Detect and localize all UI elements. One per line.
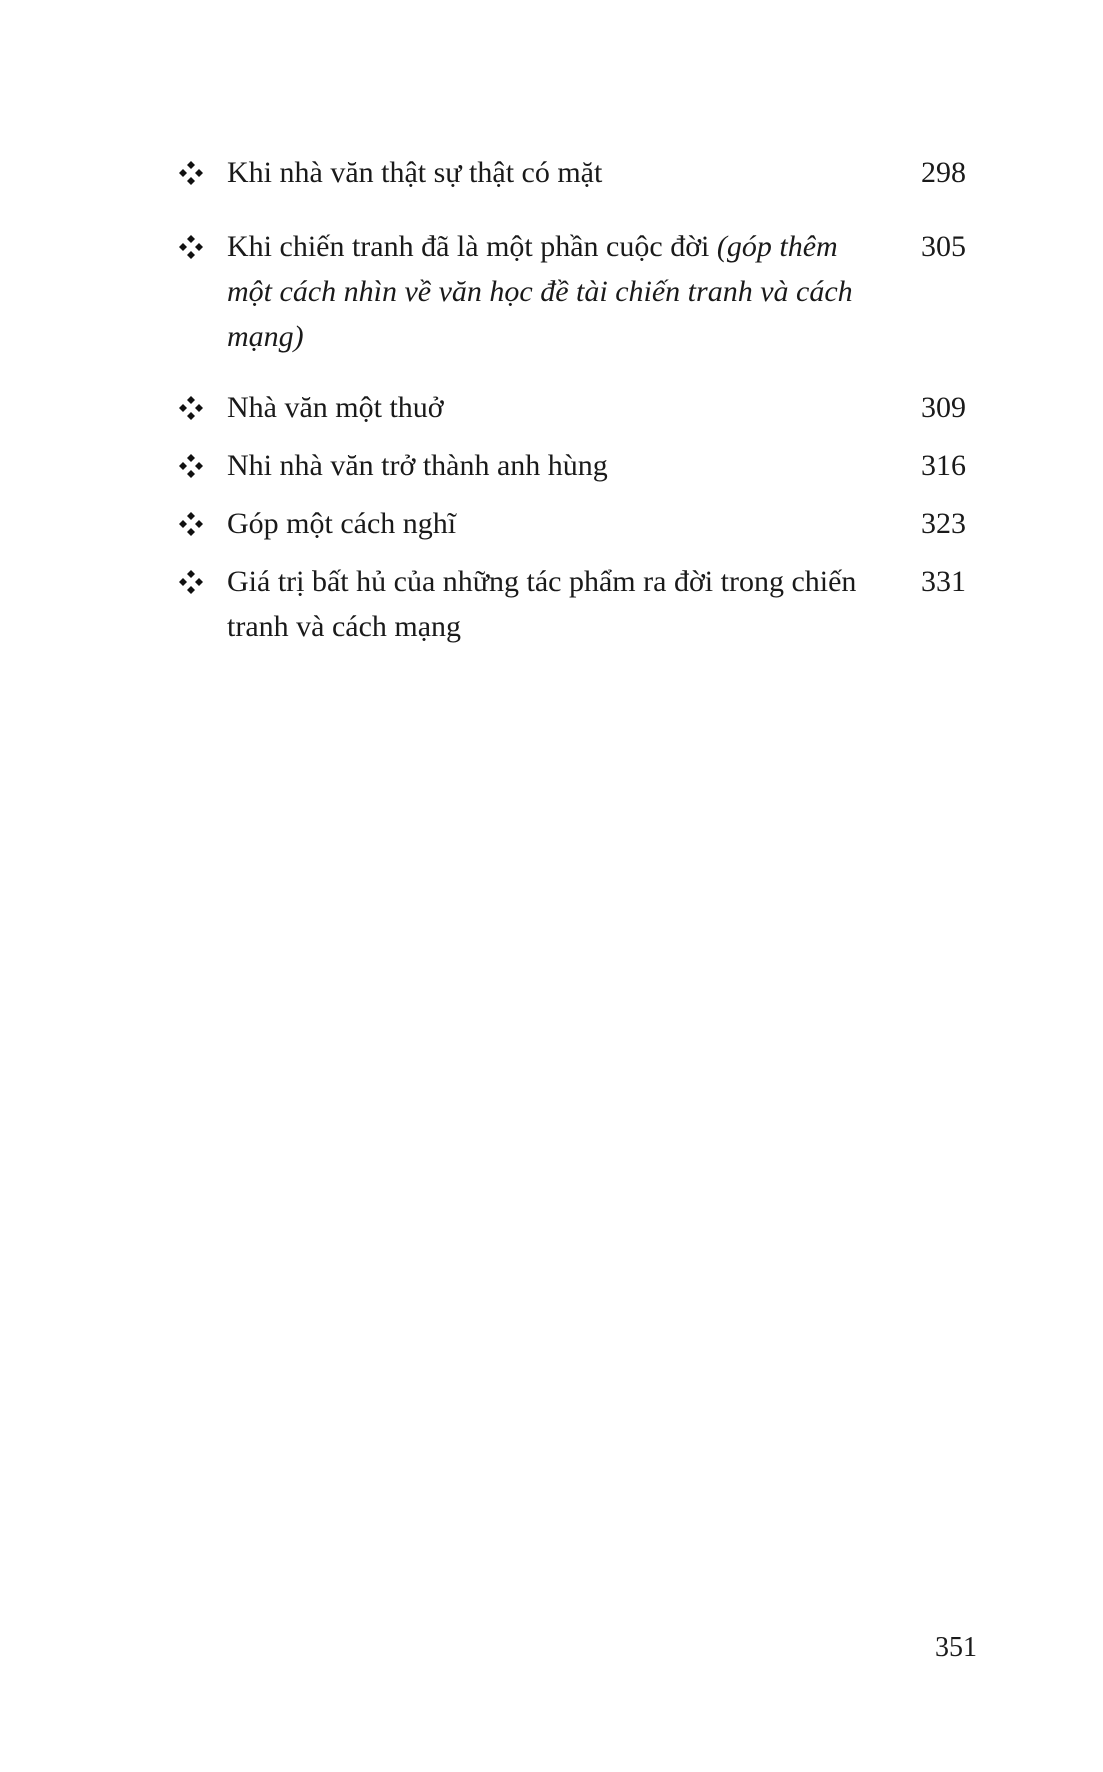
four-diamond-bullet-icon	[178, 158, 227, 188]
toc-entry	[178, 567, 978, 649]
toc-entry-title: Góp một cách nghĩ	[227, 507, 457, 540]
four-diamond-bullet-icon	[178, 232, 227, 262]
toc-entry	[178, 232, 978, 359]
toc-entry	[178, 509, 978, 546]
toc-entry-page: 323	[921, 507, 966, 540]
toc-entry-page: 305	[921, 230, 966, 263]
table-of-contents	[178, 158, 978, 649]
four-diamond-bullet-icon	[178, 451, 227, 481]
toc-entry-page: 331	[921, 565, 966, 598]
toc-entry-title: Nhà văn một thuở	[227, 391, 444, 424]
toc-entry-title: Nhi nhà văn trở thành anh hùng	[227, 449, 608, 482]
four-diamond-bullet-icon	[178, 393, 227, 423]
four-diamond-bullet-icon	[178, 567, 227, 597]
four-diamond-bullet-icon	[178, 509, 227, 539]
toc-entry-title: Khi chiến tranh đã là một phần cuộc đời (góp thêm một cách nhìn về văn học đề tài chiến tranh và cách mạng)	[227, 230, 853, 353]
toc-entry	[178, 158, 978, 195]
toc-entry-page: 309	[921, 391, 966, 424]
toc-entry-title: Khi nhà văn thật sự thật có mặt	[227, 156, 603, 189]
toc-entry	[178, 393, 978, 430]
toc-entry	[178, 451, 978, 488]
toc-entry-page: 298	[921, 156, 966, 189]
page-number: 351	[935, 1632, 977, 1663]
toc-entry-title: Giá trị bất hủ của những tác phẩm ra đời trong chiến tranh và cách mạng	[227, 565, 857, 643]
toc-entry-page: 316	[921, 449, 966, 482]
